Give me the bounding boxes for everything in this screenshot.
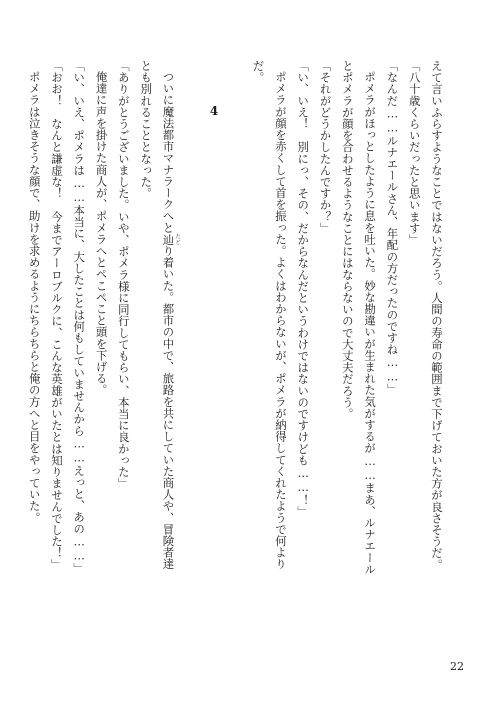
dialogue-line: 「なんだ……ルナエールさん、年配の方だったのですね……」 xyxy=(385,60,400,396)
text-line: ポメラが顔を赤くして首を振った。よくはわからないが、ポメラが納得してくれたようで何より xyxy=(273,71,288,571)
blank-line xyxy=(180,60,202,620)
dialogue-line: 「おお！ なんと謙虚な！ 今までアーロブルクに、こんな英雄がいたとは知りませんでした！」 xyxy=(49,60,64,571)
page-number: 22 xyxy=(450,660,464,673)
text-line: だ。 xyxy=(251,60,266,84)
text-line: ついに魔法都市マナラークへと辿 たどり着いた。都市の中で、旅路を共にしていた商人や、冒険者達 xyxy=(161,71,181,571)
text-line: とも別れることとなった。 xyxy=(139,60,154,200)
dialogue-line: 「ありがとうございました。いや、ポメラ様に同行してもらい、本当に良かった」 xyxy=(116,60,131,490)
text-line: ポメラは泣きそうな顔で、助けを求めるようにちらちらと俺の方へと目をやっていた。 xyxy=(27,71,42,524)
text-line: とポメラが顔を合わせるようなことにはならないので大丈夫だろう。 xyxy=(340,60,355,420)
dialogue-line: 「い、いえ、ポメラは……本当に、大したことは何もしていませんから……えっと、あの……」 xyxy=(72,60,87,575)
text-line: えて言いふらすようなことではないだろう。人間の寿命の範囲まで下げておいた方が良さそうだ。 xyxy=(430,60,444,571)
furigana-ruby: 辿 たど xyxy=(161,233,181,246)
text-line: 俺達に声を掛けた商人が、ポメラへとペこペこと頭を下げる。 xyxy=(94,71,109,397)
furigana-reading: たど xyxy=(174,233,181,246)
dialogue-line: 「八十歳くらいだったと思います」 xyxy=(407,60,422,246)
vertical-text-body xyxy=(23,60,448,620)
dialogue-line: 「それがどうかしたんですか？」 xyxy=(318,60,333,234)
dialogue-line: 「い、いえ！ 別にっ、その、だからなんだというわけではないのですけども……！」 xyxy=(296,60,311,518)
section-number: 4 xyxy=(207,104,222,119)
text-line: ポメラがほっとしたように息を吐いた。妙な勘違いが生まれた気がするが……まあ、ルナエール xyxy=(363,71,378,576)
blank-line xyxy=(225,60,247,620)
